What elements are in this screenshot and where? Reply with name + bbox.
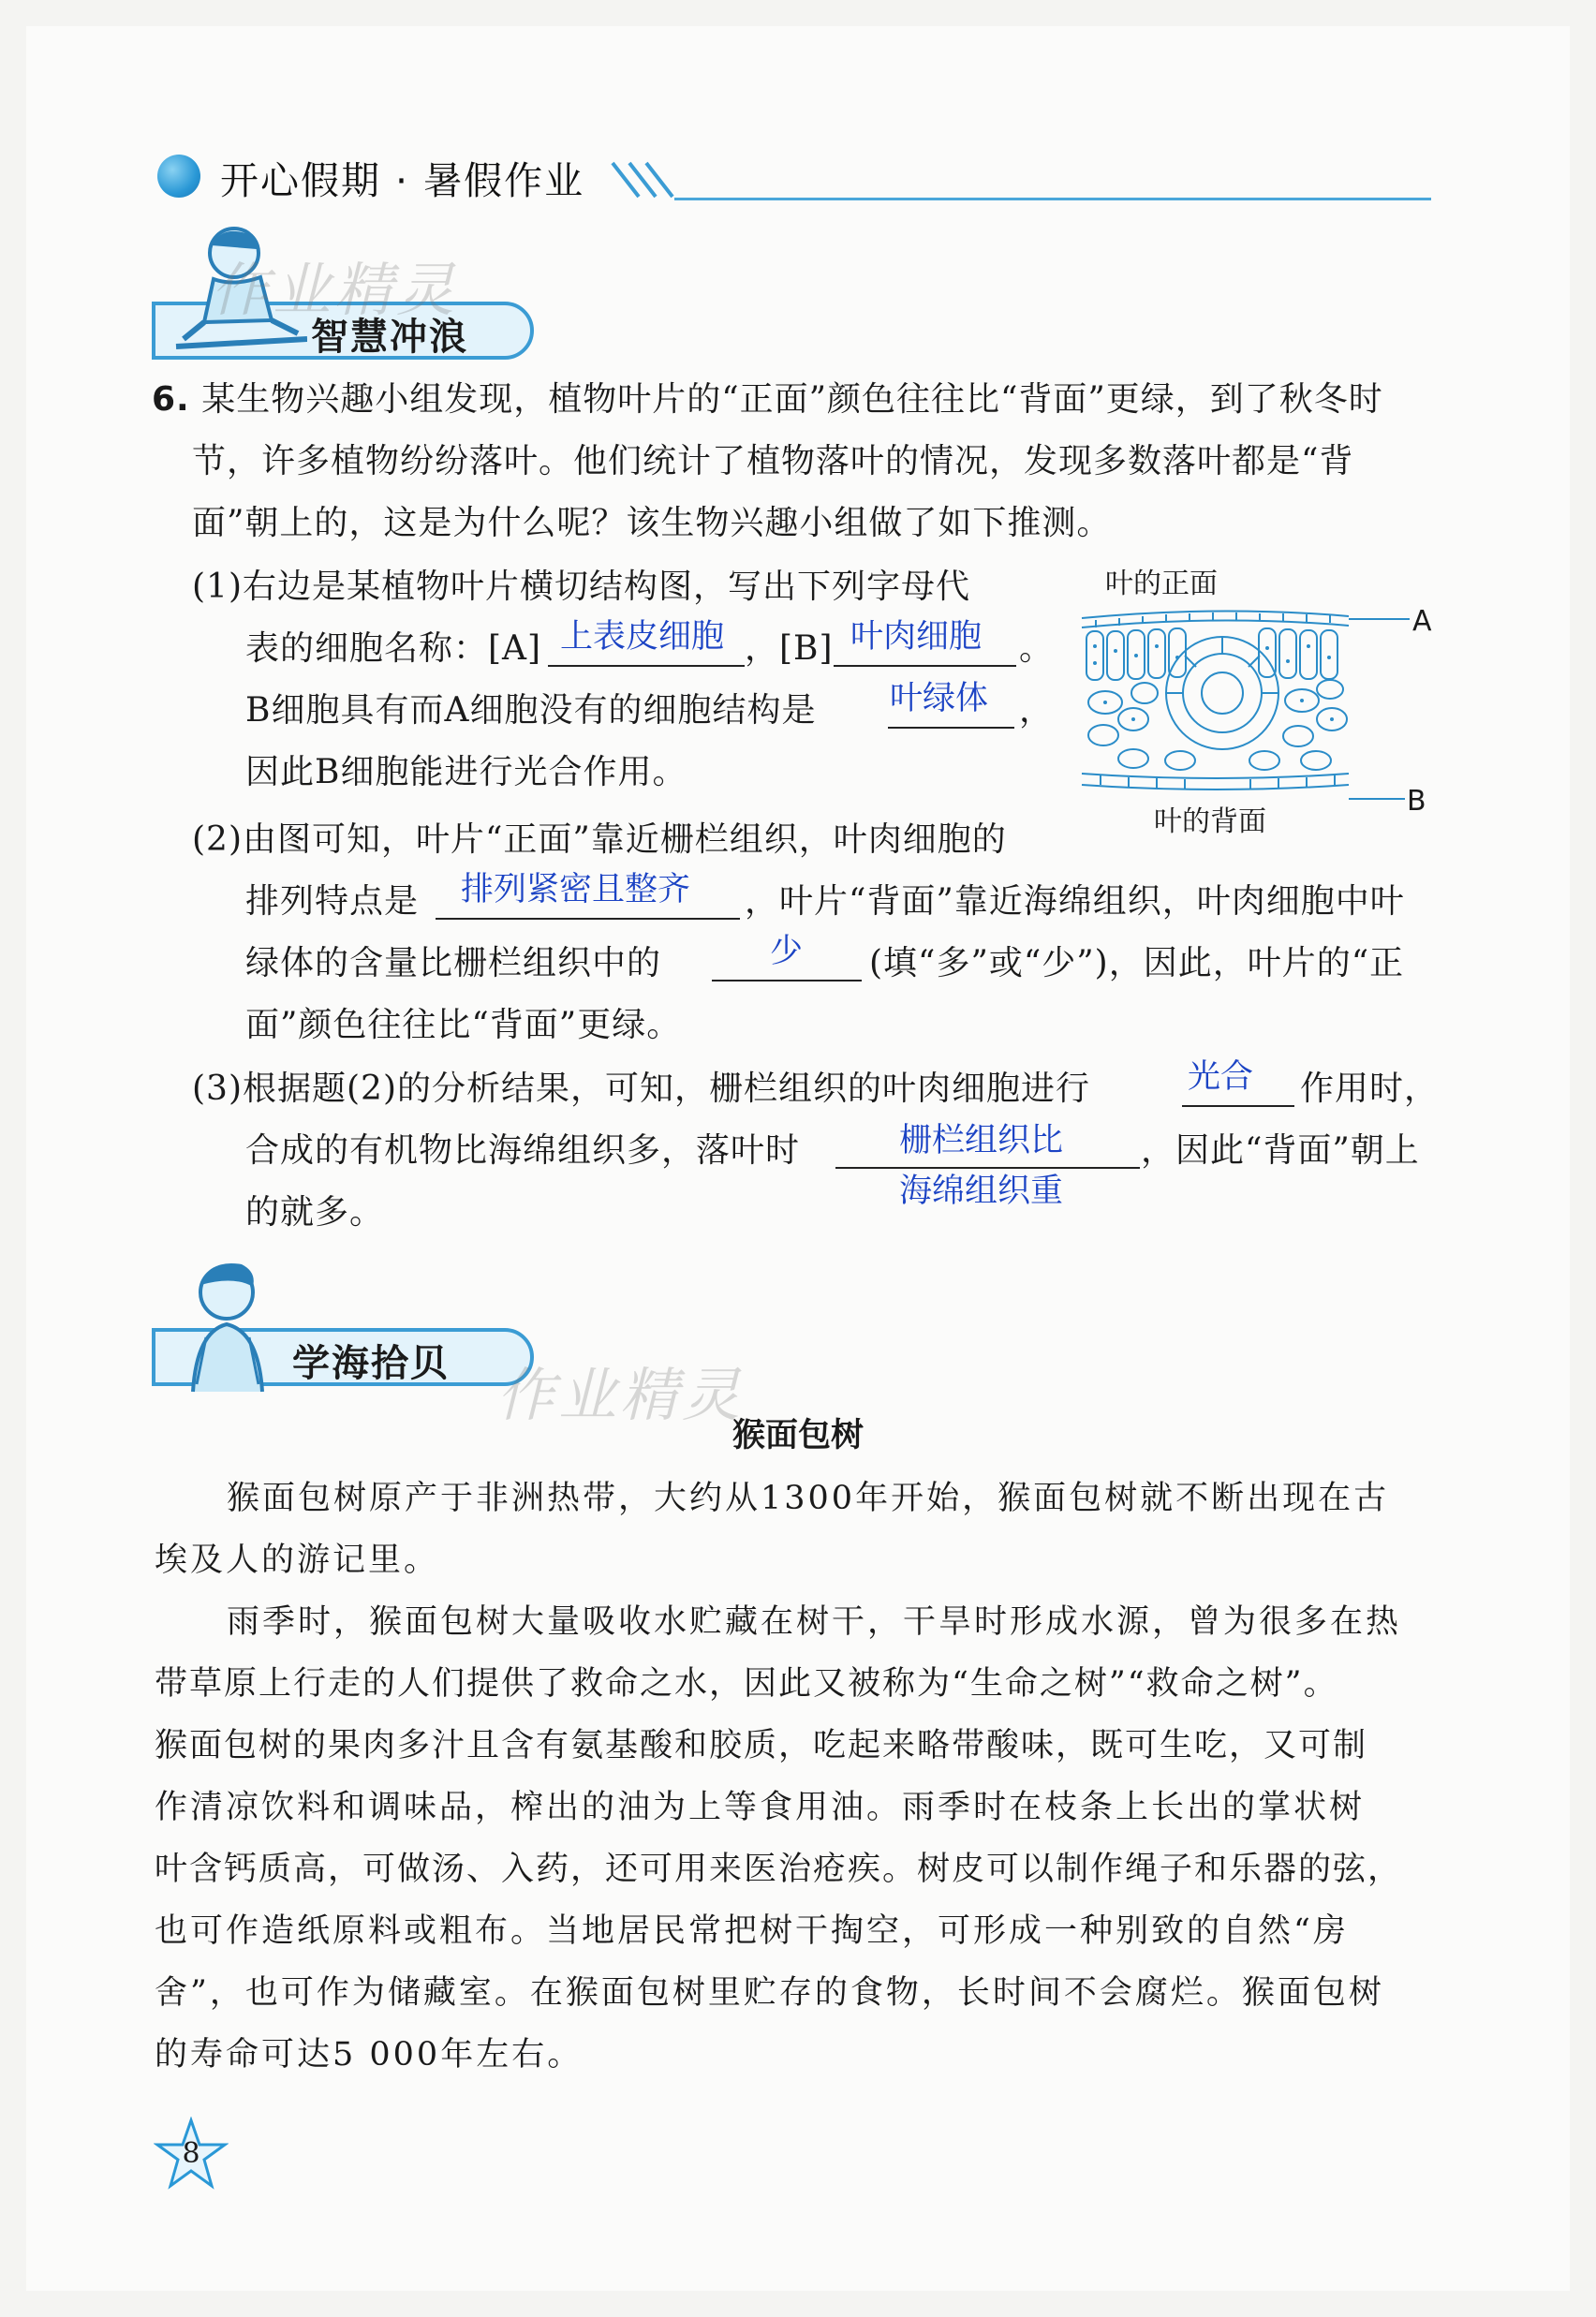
article-line-7: 叶含钙质高，可做汤、入药，还可用来医治疮疾。树皮可以制作绳子和乐器的弦， xyxy=(155,1851,1403,1888)
article-line-1: 猴面包树原产于非洲热带，大约从1300年开始，猴面包树就不断出现在古 xyxy=(227,1480,1390,1517)
section-title-learn: 学海拾贝 xyxy=(292,1342,450,1385)
answer-7-line-2: 海绵组织重 xyxy=(899,1173,1064,1210)
article-line-6: 作清凉饮料和调味品，榨出的油为上等食用油。雨季时在枝条上长出的掌状树 xyxy=(155,1789,1366,1826)
sub3-line-1b: 作用时， xyxy=(1300,1070,1440,1108)
answer-blank-5 xyxy=(712,980,862,981)
sub1-line-3b: ， xyxy=(1019,691,1055,730)
article-line-5: 猴面包树的果肉多汁且含有氨基酸和胶质，吃起来略带酸味，既可生吃，又可制 xyxy=(155,1727,1368,1764)
sub1-line-2b: ，[B] xyxy=(745,629,834,668)
article-line-10: 的寿命可达5 000年左右。 xyxy=(155,2036,584,2073)
answer-7-line-1: 栅栏组织比 xyxy=(899,1122,1064,1159)
diagram-marker-b: B xyxy=(1407,785,1426,818)
watermark-top: 作业精灵 xyxy=(211,256,459,324)
sub1-line-4: 因此B细胞能进行光合作用。 xyxy=(245,753,687,791)
sub3-line-2a: 合成的有机物比海绵组织多，落叶时 xyxy=(245,1131,801,1170)
header-slash-decoration xyxy=(607,159,682,206)
sub2-line-3a: 绿体的含量比栅栏组织中的 xyxy=(245,944,662,982)
diagram-top-label: 叶的正面 xyxy=(1105,568,1218,600)
sub2-line-2b: ，叶片“背面”靠近海绵组织，叶肉细胞中叶 xyxy=(745,882,1405,921)
sub1-line-2c: 。 xyxy=(1019,629,1055,668)
question-line-3: 面”朝上的，这是为什么呢？该生物兴趣小组做了如下推测。 xyxy=(192,504,1112,542)
sub2-line-1: (2)由图可知，叶片“正面”靠近栅栏组织，叶肉细胞的 xyxy=(192,820,1007,859)
question-text-1: 某生物兴趣小组发现，植物叶片的“正面”颜色往往比“背面”更绿，到了秋冬时 xyxy=(201,380,1383,419)
article-title: 猴面包树 xyxy=(732,1417,864,1454)
sub2-line-2a: 排列特点是 xyxy=(245,882,420,921)
sub2-line-4: 面”颜色往往比“背面”更绿。 xyxy=(245,1006,682,1044)
answer-blank-6 xyxy=(1182,1105,1294,1107)
answer-blank-1 xyxy=(548,665,745,667)
page-number: 8 xyxy=(182,2137,200,2170)
leaf-cross-section-diagram xyxy=(1077,599,1414,815)
header-circle-icon xyxy=(157,155,200,198)
answer-1: 上表皮细胞 xyxy=(560,618,725,656)
student-kid-icon xyxy=(169,1253,290,1394)
answer-blank-4 xyxy=(436,918,740,920)
watermark-middle: 作业精灵 xyxy=(496,1361,745,1429)
answer-4: 排列紧密且整齐 xyxy=(461,871,691,908)
sub2-line-3b: (填“多”或“少”)，因此，叶片的“正 xyxy=(869,944,1405,982)
page-header-title: 开心假期 · 暑假作业 xyxy=(220,158,585,203)
question-line-1 xyxy=(152,373,1383,421)
sub3-line-3: 的就多。 xyxy=(245,1193,385,1232)
question-line-2: 节，许多植物纷纷落叶。他们统计了植物落叶的情况，发现多数落叶都是“背 xyxy=(192,442,1354,480)
answer-blank-2 xyxy=(834,665,1016,667)
page-number-badge xyxy=(154,2117,229,2192)
article-line-8: 也可作造纸原料或粗布。当地居民常把树干掏空，可形成一种别致的自然“房 xyxy=(155,1912,1349,1950)
answer-5: 少 xyxy=(770,933,804,970)
article-line-4: 带草原上行走的人们提供了救命之水，因此又被称为“生命之树”“救命之树”。 xyxy=(155,1665,1338,1703)
answer-blank-3 xyxy=(888,727,1014,729)
sub1-line-1: (1)右边是某植物叶片横切结构图，写出下列字母代 xyxy=(192,568,970,606)
answer-3: 叶绿体 xyxy=(890,680,989,717)
sub1-line-3a: B细胞具有而A细胞没有的细胞结构是 xyxy=(245,691,817,730)
article-line-9: 舍”，也可作为储藏室。在猴面包树里贮存的食物，长时间不会腐烂。猴面包树 xyxy=(155,1974,1384,2012)
answer-2: 叶肉细胞 xyxy=(850,618,983,656)
answer-6: 光合 xyxy=(1188,1058,1254,1096)
diagram-marker-a: A xyxy=(1412,605,1432,638)
diagram-bottom-label: 叶的背面 xyxy=(1154,805,1266,838)
header-rule xyxy=(674,198,1431,200)
section-title-surf: 智慧冲浪 xyxy=(311,316,468,359)
article-line-2: 埃及人的游记里。 xyxy=(155,1542,440,1579)
sub3-line-2b: ，因此“背面”朝上 xyxy=(1141,1131,1420,1170)
sub3-line-1a: (3)根据题(2)的分析结果，可知，栅栏组织的叶肉细胞进行 xyxy=(192,1070,1090,1108)
question-number: 6. xyxy=(152,380,190,419)
article-line-3: 雨季时，猴面包树大量吸收水贮藏在树干，干旱时形成水源，曾为很多在热 xyxy=(227,1603,1402,1641)
sub1-line-2a: 表的细胞名称：[A] xyxy=(245,629,542,668)
